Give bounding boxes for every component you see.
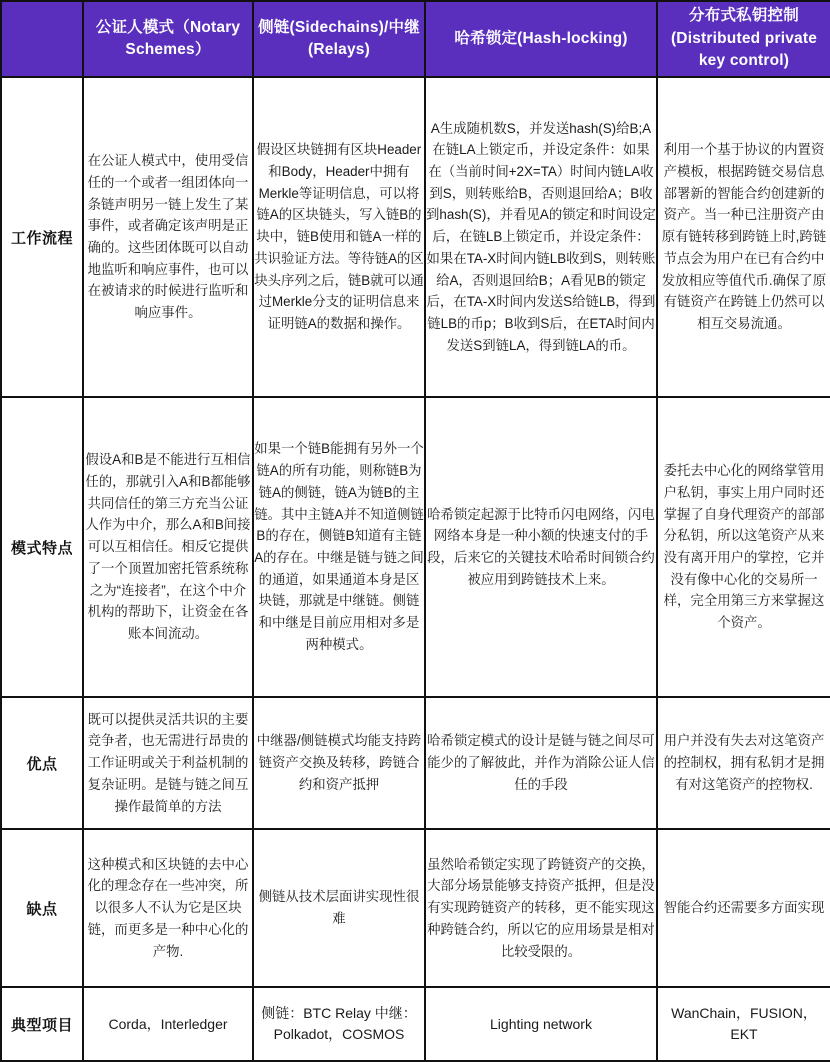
table-row-features	[1, 397, 830, 697]
cell-cons-hashlocking: 虽然哈希锁定实现了跨链资产的交换，大部分场景能够支持资产抵押，但是没有实现跨链资产的转移，更不能实现这种跨链合约，所以它的应用场景是相对比较受限的。	[425, 829, 657, 987]
column-header-distributed-private-key-control: 分布式私钥控制(Distributed private key control)	[657, 1, 830, 77]
cell-cons-notary: 这种模式和区块链的去中心化的理念存在一些冲突，所以很多人不认为它是区块链，而更多是一种中心化的产物.	[83, 829, 253, 987]
cell-features-notary: 假设A和B是不能进行互相信任的，那就引入A和B都能够共同信任的第三方充当公证人作为中介，那么A和B间接可以互相信任。相反它提供了一个顶置加密托管系统称之为“连接者”，在这个中介机构的帮助下，让资金在各账本间流动。	[83, 397, 253, 697]
column-header-notary: 公证人模式（Notary Schemes）	[83, 1, 253, 77]
row-label-workflow: 工作流程	[1, 77, 83, 397]
cell-pros-notary: 既可以提供灵活共识的主要竞争者，也无需进行昂贵的工作证明或关于利益机制的复杂证明。是链与链之间互操作最简单的方法	[83, 697, 253, 829]
cell-workflow-notary: 在公证人模式中，使用受信任的一个或者一组团体向一条链声明另一链上发生了某事件，或者确定该声明是正确的。这些团体既可以自动地监听和响应事件，也可以在被请求的时候进行监听和响应事件。	[83, 77, 253, 397]
cell-pros-sidechain: 中继器/侧链模式均能支持跨链资产交换及转移，跨链合约和资产抵押	[253, 697, 425, 829]
cell-features-sidechain: 如果一个链B能拥有另外一个链A的所有功能，则称链B为链A的侧链，链A为链B的主链。其中主链A并不知道侧链B的存在，侧链B知道有主链A的存在。中继是链与链之间的通道，如果通道本身是区块链，那就是中继链。侧链和中继是目前应用相对多是两种模式。	[253, 397, 425, 697]
cell-projects-sidechain: 侧链：BTC Relay 中继：Polkadot，COSMOS	[253, 987, 425, 1061]
table-header	[1, 1, 830, 77]
table-row-projects	[1, 987, 830, 1061]
cell-projects-notary: Corda，Interledger	[83, 987, 253, 1061]
table-row-cons	[1, 829, 830, 987]
column-header-sidechain: 侧链(Sidechains)/中继(Relays)	[253, 1, 425, 77]
table-row-workflow	[1, 77, 830, 397]
row-label-projects: 典型项目	[1, 987, 83, 1061]
cell-pros-dpkc: 用户并没有失去对这笔资产的控制权，拥有私钥才是拥有对这笔资产的控物权.	[657, 697, 830, 829]
row-label-cons: 缺点	[1, 829, 83, 987]
header-corner-cell	[1, 1, 83, 77]
cell-workflow-dpkc: 利用一个基于协议的内置资产模板，根据跨链交易信息部署新的智能合约创建新的资产。当一种已注册资产由原有链转移到跨链上时,跨链节点会为用户在已有合约中发放相应等值代币.确保了原有链资产在跨链上仍然可以相互交易流通。	[657, 77, 830, 397]
table-body	[1, 77, 830, 1061]
cell-cons-dpkc: 智能合约还需要多方面实现	[657, 829, 830, 987]
cell-workflow-sidechain: 假设区块链拥有区块Header和Body，Header中拥有Merkle等证明信息，可以将链A的区块链头，写入链B的块中，链B使用和链A一样的共识验证方法。等待链A的区块头序列之后，链B就可以通过Merkle分支的证明信息来证明链A的数据和操作。	[253, 77, 425, 397]
row-label-pros: 优点	[1, 697, 83, 829]
header-row	[1, 1, 830, 77]
table-row-pros	[1, 697, 830, 829]
cell-cons-sidechain: 侧链从技术层面讲实现性很难	[253, 829, 425, 987]
cell-projects-hashlocking: Lighting network	[425, 987, 657, 1061]
cell-features-hashlocking: 哈希锁定起源于比特币闪电网络，闪电网络本身是一种小额的快速支付的手段，后来它的关键技术哈希时间锁合约被应用到跨链技术上来。	[425, 397, 657, 697]
cell-projects-dpkc: WanChain，FUSION，EKT	[657, 987, 830, 1061]
cell-features-dpkc: 委托去中心化的网络掌管用户私钥，事实上用户同时还掌握了自身代理资产的部部分私钥，所以这笔资产从来没有离开用户的掌控，它并没有像中心化的交易所一样，完全用第三方来掌握这个资产。	[657, 397, 830, 697]
cell-pros-hashlocking: 哈希锁定模式的设计是链与链之间尽可能少的了解彼此，并作为消除公证人信任的手段	[425, 697, 657, 829]
row-label-features: 模式特点	[1, 397, 83, 697]
column-header-hashlocking: 哈希锁定(Hash-locking)	[425, 1, 657, 77]
cell-workflow-hashlocking: A生成随机数S，并发送hash(S)给B;A在链LA上锁定币，并设定条件：如果在（当前时间+2X=TA）时间内链LA收到S，则转账给B，否则退回给A；B收到hash(S)，并看见A的锁定和时间设定后，在链LB上锁定币，并设定条件：如果在TA-X时间内链LB收到S，则转账给A，否则退回给B；A看见B的锁定后，在TA-X时间内发送S给链LB，得到链LB的币p；B收到S后，在ETA时间内发送S到链LA，得到链LA的币。	[425, 77, 657, 397]
